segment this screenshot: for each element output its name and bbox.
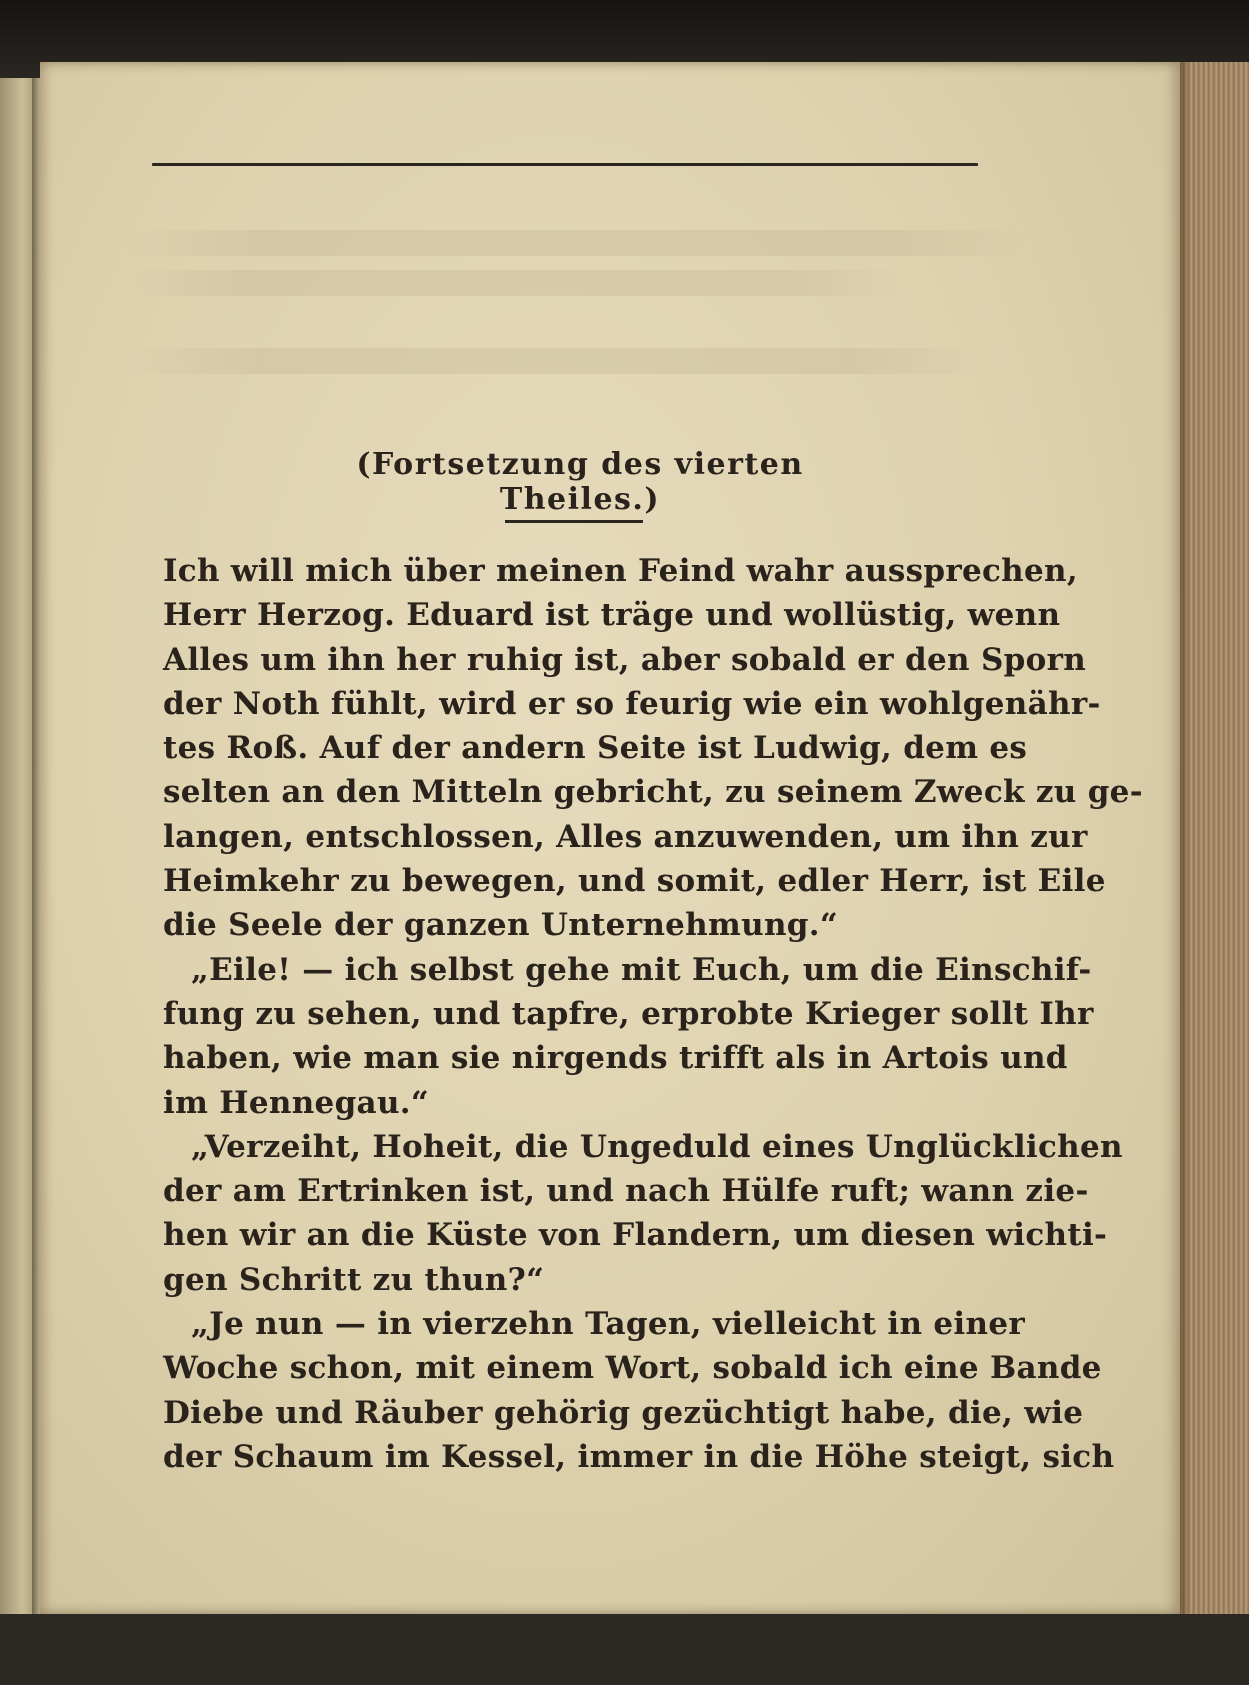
fore-edge-pages: [1180, 62, 1249, 1614]
text-line: im Hennegau.“: [163, 1084, 430, 1121]
text-line: gen Schritt zu thun?“: [163, 1261, 545, 1298]
section-heading: (Fortsetzung des vierten Theiles.): [356, 447, 804, 517]
text-line: der Noth fühlt, wird er so feurig wie ein wohlgenähr-: [163, 685, 1101, 722]
fore-edge-shadow: [1180, 62, 1190, 1614]
top-rule: [152, 163, 978, 166]
show-through-text: [125, 348, 985, 374]
text-line: Heimkehr zu bewegen, und somit, edler Herr, ist Eile: [163, 863, 1106, 900]
text-line: der am Ertrinken ist, und nach Hülfe ruft; wann zie-: [163, 1173, 1089, 1210]
text-line: Herr Herzog. Eduard ist träge und wollüstig, wenn: [163, 597, 1061, 634]
heading-rule: [505, 520, 643, 523]
text-line: tes Roß. Auf der andern Seite ist Ludwig, dem es: [163, 730, 1028, 767]
body-text: [163, 549, 1143, 1479]
text-line: „Eile! — ich selbst gehe mit Euch, um die Einschif-: [191, 951, 1092, 988]
text-line: hen wir an die Küste von Flandern, um diesen wichti-: [163, 1217, 1108, 1254]
text-line: „Verzeiht, Hoheit, die Ungeduld eines Unglücklichen: [191, 1128, 1123, 1165]
text-line: die Seele der ganzen Unternehmung.“: [163, 907, 839, 944]
text-line: Ich will mich über meinen Feind wahr aussprechen,: [163, 553, 1078, 589]
text-line: Diebe und Räuber gehörig gezüchtigt habe, die, wie: [163, 1394, 1084, 1431]
text-line: „Je nun — in vierzehn Tagen, vielleicht in einer: [191, 1306, 1025, 1343]
text-line: Woche schon, mit einem Wort, sobald ich eine Bande: [163, 1350, 1102, 1387]
text-line: der Schaum im Kessel, immer in die Höhe steigt, sich: [163, 1438, 1115, 1475]
text-line: haben, wie man sie nirgends trifft als in Artois und: [163, 1040, 1068, 1077]
book-gutter: [32, 78, 40, 1618]
text-line: Alles um ihn her ruhig ist, aber sobald er den Sporn: [163, 641, 1087, 678]
text-line: langen, entschlossen, Alles anzuwenden, um ihn zur: [163, 818, 1088, 855]
text-line: selten an den Mitteln gebricht, zu seinem Zweck zu ge-: [163, 774, 1143, 811]
show-through-text: [125, 270, 905, 296]
previous-page-edge: [0, 78, 32, 1618]
show-through-text: [125, 230, 1025, 256]
scan-background-bottom: [0, 1614, 1249, 1685]
text-line: fung zu sehen, und tapfre, erprobte Krieger sollt Ihr: [163, 995, 1094, 1032]
